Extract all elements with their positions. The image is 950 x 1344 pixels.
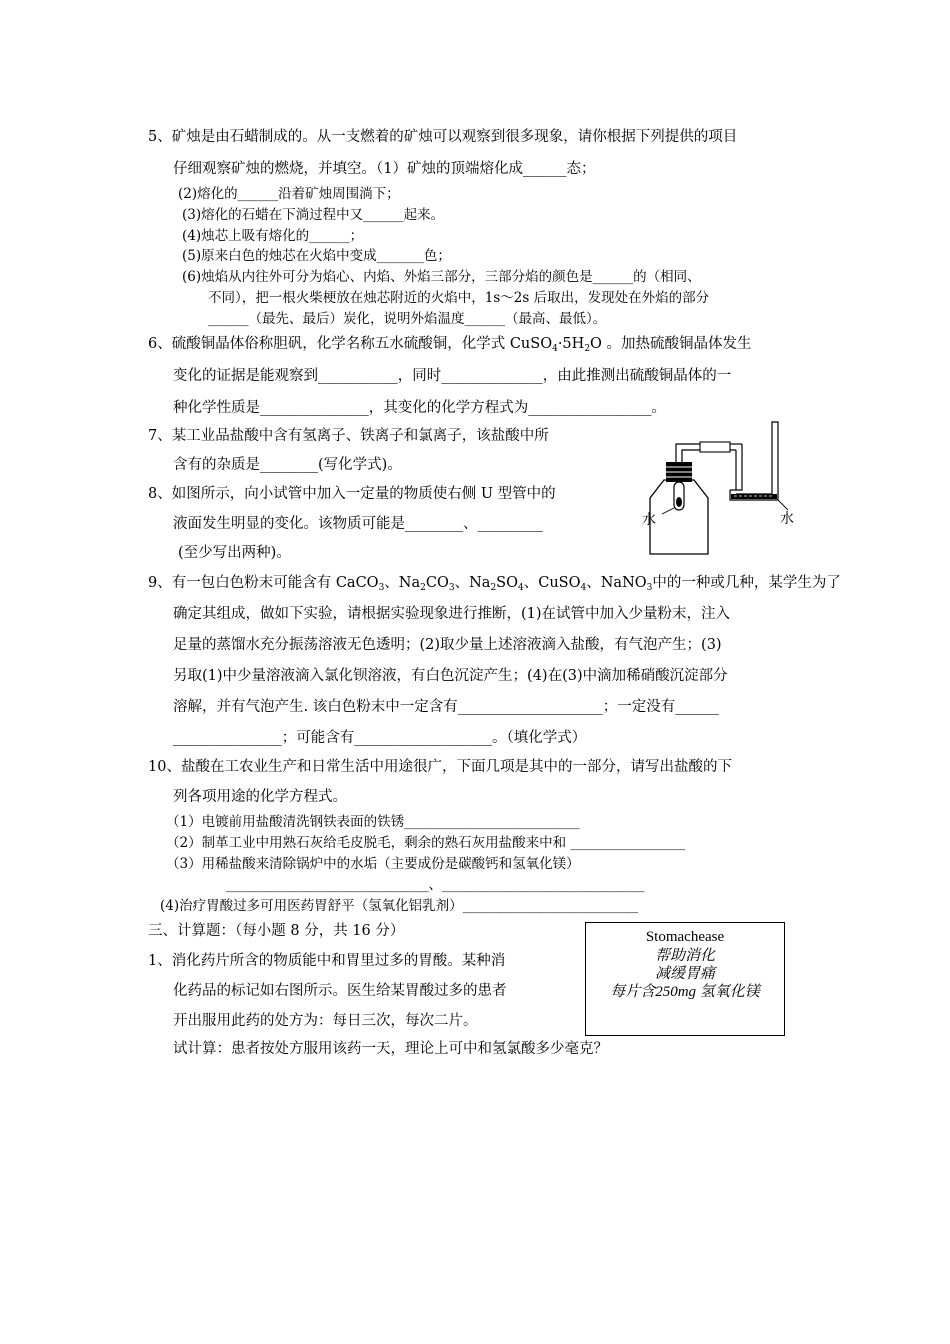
q7-line-2: 含有的杂质是________(写化学式)。 xyxy=(173,457,402,473)
q5-line-5: (4)烛芯上吸有熔化的______； xyxy=(182,228,364,244)
q5-line-9: ______（最先、最后）炭化，说明外焰温度______（最高、最低）。 xyxy=(208,311,607,327)
q6-line-3: 种化学性质是_______________，其变化的化学方程式为_________________。 xyxy=(173,400,666,416)
q5-line-6: (5)原来白色的烛芯在火焰中变成_______色； xyxy=(182,248,451,264)
q10-line-4: （2）制革工业中用熟石灰给毛皮脱毛，剩余的熟石灰用盐酸来中和 _________________ xyxy=(166,835,686,851)
medicine-dose: 每片含250mg 氢氧化镁 xyxy=(610,984,760,1000)
u-tube-left-arm xyxy=(736,444,742,490)
q6-line-1: 6、硫酸铜晶体俗称胆矾，化学名称五水硫酸铜，化学式 $CuSO_4\cdot 5H_2O$ 。加热硫酸铜晶体发生 xyxy=(148,336,752,354)
q10-line-5: （3）用稀盐酸来清除锅炉中的水垢（主要成份是碳酸钙和氢氧化镁） xyxy=(166,856,580,872)
q8-line-1: 8、如图所示，向小试管中加入一定量的物质使右侧 U 型管中的 xyxy=(148,486,556,502)
q5-line-2: 仔细观察矿烛的燃烧，并填空。（1）矿烛的顶端熔化成______态； xyxy=(173,161,596,177)
calc-1-line-3: 开出服用此药的处方为：每日三次，每次二片。 xyxy=(173,1013,478,1029)
medicine-use-1: 帮助消化 xyxy=(654,948,715,964)
u-tube-liquid xyxy=(731,494,777,499)
medicine-use-2: 减缓胃痛 xyxy=(654,966,715,982)
q5-line-1: 5、矿烛是由石蜡制成的。从一支燃着的矿烛可以观察到很多现象，请你根据下列提供的项目 xyxy=(148,129,738,145)
water-label-right: 水 xyxy=(780,511,794,527)
q8-line-3: (至少写出两种)。 xyxy=(178,545,291,561)
q7-line-1: 7、某工业品盐酸中含有氢离子、铁离子和氯离子，该盐酸中所 xyxy=(148,428,549,444)
q9-line-3: 足量的蒸馏水充分振荡溶液无色透明；(2)取少量上述溶液滴入盐酸，有气泡产生；(3) xyxy=(173,637,722,653)
q8-line-2: 液面发生明显的变化。该物质可能是________、_________ xyxy=(173,516,543,532)
q5-line-7: (6)烛焰从内往外可分为焰心、内焰、外焰三部分，三部分焰的颜色是______的（相同、 xyxy=(182,269,701,285)
q10-line-3: （1）电镀前用盐酸清洗钢铁表面的铁锈__________________________ xyxy=(166,814,580,830)
q5-line-4: (3)熔化的石蜡在下淌过程中又______起来。 xyxy=(182,207,445,223)
q10-line-2: 列各项用途的化学方程式。 xyxy=(173,789,347,805)
q6-line-2: 变化的证据是能观察到___________，同时______________，由此推测出硫酸铜晶体的一 xyxy=(173,368,732,384)
q9-line-1: 9、有一包白色粉末可能含有 CaCO$_3$、$Na_2CO_3$、$Na_2SO_4$、CuSO$_4$、NaNO$_3$中的一种或几种，某学生为了 xyxy=(148,575,841,593)
calc-1-line-2: 化药品的标记如右图所示。医生给某胃酸过多的患者 xyxy=(173,983,507,999)
q9-line-5: 溶解，并有气泡产生. 该白色粉末中一定含有____________________；一定没有______ xyxy=(173,699,719,715)
q5-line-3: (2)熔化的______沿着矿烛周围淌下； xyxy=(178,186,400,202)
section-3-title: 三、计算题：（每小题 8 分，共 16 分） xyxy=(148,923,405,939)
medicine-name: Stomachease xyxy=(645,929,725,945)
q9-line-6: _______________；可能含有___________________。（填化学式） xyxy=(173,730,587,746)
calc-1-line-1: 1、消化药片所含的物质能中和胃里过多的胃酸。某种消 xyxy=(148,953,506,969)
q10-line-6: ______________________________、______________________________ xyxy=(226,877,645,893)
calc-1-line-4: 试计算：患者按处方服用该药一天，理论上可中和氢氯酸多少毫克？ xyxy=(173,1041,608,1057)
water-label-left: 水 xyxy=(642,512,656,528)
q10-line-7: (4)治疗胃酸过多可用医药胃舒平（氢氧化铝乳剂）__________________________ xyxy=(160,898,639,914)
u-tube-apparatus-diagram xyxy=(642,418,812,560)
q10-line-1: 10、盐酸在工农业生产和日常生活中用途很广，下面几项是其中的一部分，请写出盐酸的下 xyxy=(148,759,732,775)
q9-line-2: 确定其组成，做如下实验，请根据实验现象进行推断，(1)在试管中加入少量粉末，注入 xyxy=(173,606,731,622)
medicine-label-box xyxy=(585,922,785,1036)
u-tube-bottom-right xyxy=(730,422,778,500)
q9-line-4: 另取(1)中少量溶液滴入氯化钡溶液，有白色沉淀产生；(4)在(3)中滴加稀硝酸沉淀部分 xyxy=(173,668,728,684)
q5-line-8: 不同），把一根火柴梗放在烛芯附近的火焰中，1s～2s 后取出，发现处在外焰的部分 xyxy=(208,290,710,306)
